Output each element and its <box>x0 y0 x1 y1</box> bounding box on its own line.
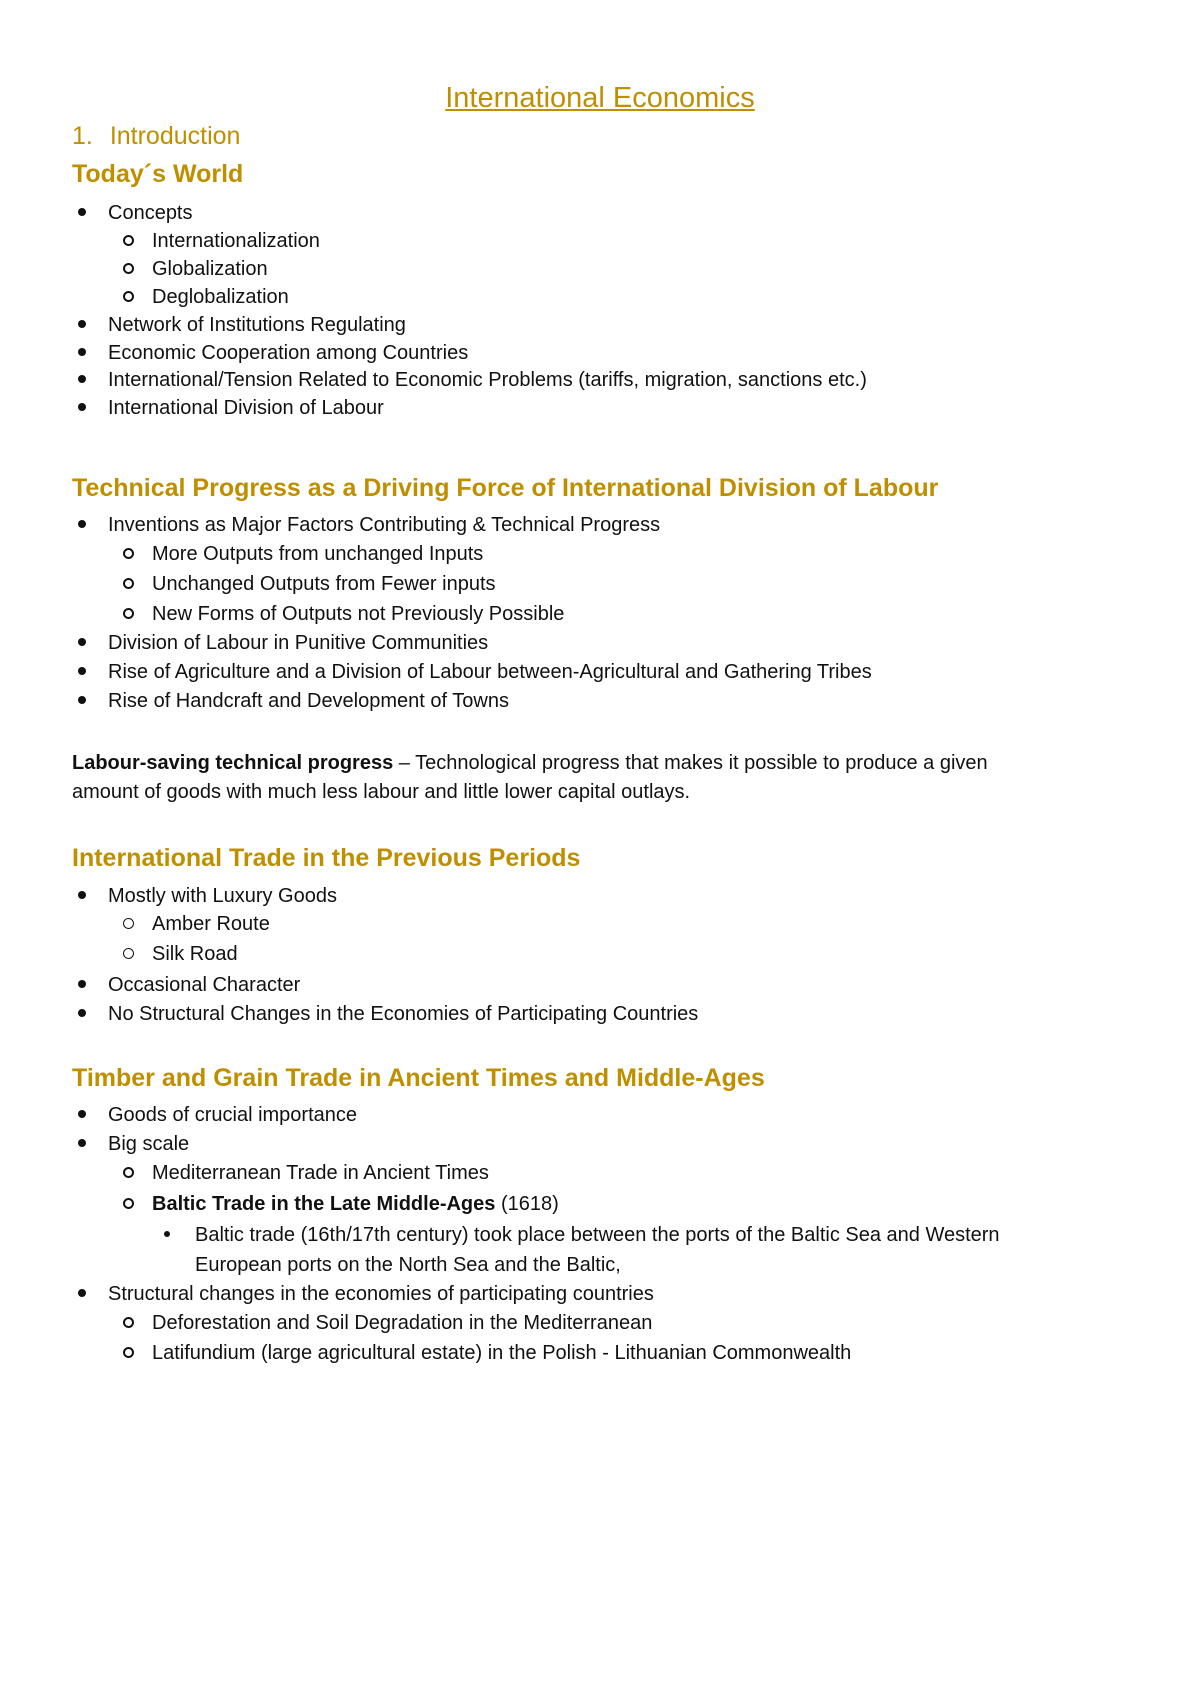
list-item: International Division of Labour <box>108 395 384 421</box>
definition-paragraph <box>72 749 1092 807</box>
bullet-ring-icon <box>118 601 138 627</box>
definition-text-continued: amount of goods with much less labour and little lower capital outlays. <box>72 781 691 803</box>
bullet-ring-icon <box>118 1310 138 1336</box>
bullet-ring-icon <box>118 541 138 567</box>
bullet-dot-icon <box>72 883 92 909</box>
list-item: Baltic Trade in the Late Middle-Ages (1618) <box>152 1191 559 1217</box>
list-item: Occasional Character <box>108 972 300 998</box>
heading-timber-grain: Timber and Grain Trade in Ancient Times and Middle-Ages <box>72 1064 765 1092</box>
bullet-ring-icon <box>118 228 138 254</box>
list-item: International/Tension Related to Economic Problems (tariffs, migration, sanctions etc.) <box>108 367 867 393</box>
bullet-small-dot-icon <box>157 1222 177 1248</box>
definition-term: Labour-saving technical progress <box>72 752 394 774</box>
bullet-dot-icon <box>72 312 92 338</box>
section-heading-introduction <box>72 120 240 152</box>
list-item: No Structural Changes in the Economies of Participating Countries <box>108 1001 698 1027</box>
bullet-dot-icon <box>72 200 92 226</box>
section-number: 1. <box>72 122 93 150</box>
list-item: Rise of Agriculture and a Division of Labour between-Agricultural and Gathering Tribes <box>108 659 872 685</box>
bullet-ring-icon <box>118 571 138 597</box>
heading-todays-world: Today´s World <box>72 160 244 188</box>
bullet-ring-icon <box>118 1191 138 1217</box>
bullet-dot-icon <box>72 630 92 656</box>
list-item: Internationalization <box>152 228 320 254</box>
heading-technical-progress: Technical Progress as a Driving Force of International Division of Labour <box>72 474 939 502</box>
bullet-ring-icon <box>118 911 138 937</box>
list-item: Division of Labour in Punitive Communities <box>108 630 488 656</box>
bullet-ring-icon <box>118 256 138 282</box>
bullet-dot-icon <box>72 1131 92 1157</box>
bullet-ring-icon <box>118 1340 138 1366</box>
bullet-ring-icon <box>118 941 138 967</box>
bullet-ring-icon <box>118 284 138 310</box>
bullet-dot-icon <box>72 340 92 366</box>
list-item: Globalization <box>152 256 268 282</box>
bullet-dot-icon <box>72 512 92 538</box>
list-item: Concepts <box>108 200 193 226</box>
document-title: International Economics <box>445 82 755 114</box>
list-item: Deforestation and Soil Degradation in the Mediterranean <box>152 1310 652 1336</box>
heading-previous-periods: International Trade in the Previous Periods <box>72 844 581 872</box>
list-item: Network of Institutions Regulating <box>108 312 406 338</box>
list-item: New Forms of Outputs not Previously Possible <box>152 601 564 627</box>
list-item: Rise of Handcraft and Development of Towns <box>108 688 509 714</box>
list-item: Baltic trade (16th/17th century) took place between the ports of the Baltic Sea and Western <box>195 1222 1000 1248</box>
bullet-dot-icon <box>72 659 92 685</box>
bullet-dot-icon <box>72 688 92 714</box>
bullet-ring-icon <box>118 1160 138 1186</box>
bullet-dot-icon <box>72 1102 92 1128</box>
section-title: Introduction <box>109 122 241 150</box>
list-item-continued: European ports on the North Sea and the Baltic, <box>195 1254 621 1276</box>
bullet-dot-icon <box>72 367 92 393</box>
list-item: Latifundium (large agricultural estate) in the Polish - Lithuanian Commonwealth <box>152 1340 851 1366</box>
list-item: Mostly with Luxury Goods <box>108 883 337 909</box>
bullet-dot-icon <box>72 1001 92 1027</box>
list-item: Structural changes in the economies of participating countries <box>108 1281 654 1307</box>
bullet-dot-icon <box>72 1281 92 1307</box>
list-item: Silk Road <box>152 941 238 967</box>
list-item: Goods of crucial importance <box>108 1102 357 1128</box>
list-item: More Outputs from unchanged Inputs <box>152 541 483 567</box>
list-item: Mediterranean Trade in Ancient Times <box>152 1160 489 1186</box>
list-item: Amber Route <box>152 911 270 937</box>
bullet-dot-icon <box>72 972 92 998</box>
definition-text: – Technological progress that makes it possible to produce a given <box>393 752 988 774</box>
list-item: Economic Cooperation among Countries <box>108 340 468 366</box>
list-item: Big scale <box>108 1131 189 1157</box>
list-item: Unchanged Outputs from Fewer inputs <box>152 571 496 597</box>
list-item: Deglobalization <box>152 284 289 310</box>
bullet-dot-icon <box>72 395 92 421</box>
list-item: Inventions as Major Factors Contributing & Technical Progress <box>108 512 660 538</box>
